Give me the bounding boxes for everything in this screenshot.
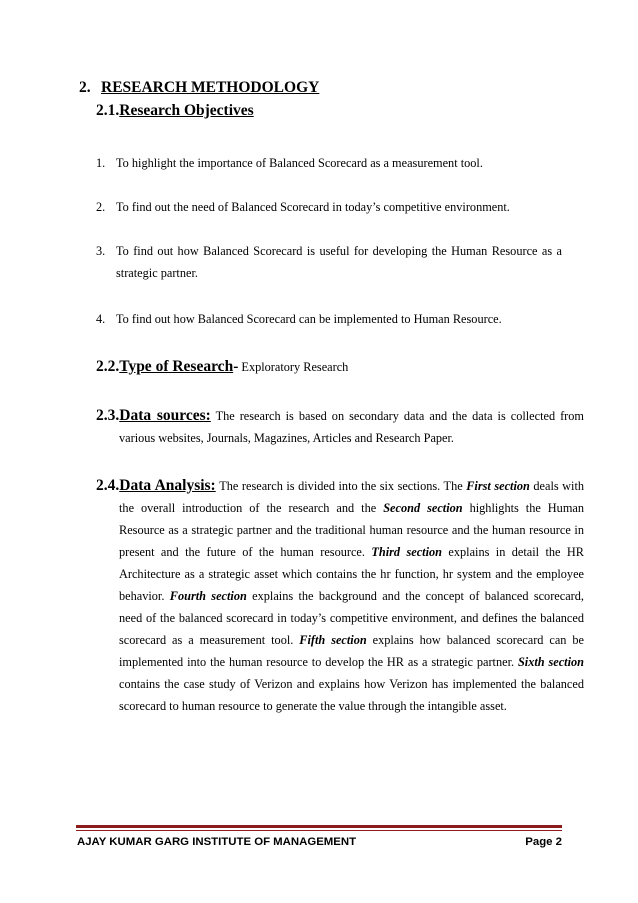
text-run: highlights the Human Resource as a strategic partner and the traditional human resource and the human resource in present and the future of the human resource. [119,501,584,559]
objective-text: To find out how Balanced Scorecard can be implemented to Human Resource. [116,312,502,326]
data-sources-number: 2.3. [96,407,120,424]
objective-item [96,240,562,284]
objective-text: To find out how Balanced Scorecard is useful for developing the Human Resource as a strategic partner. [116,244,562,280]
objective-number: 4. [96,312,106,326]
objective-item [96,308,536,330]
data-analysis-title: Data Analysis: [119,477,216,494]
objective-item [96,152,536,174]
type-of-research-title: Type of Research [119,358,234,375]
text-run: explains in detail the HR Architecture as a strategic asset which contains the hr function, hr system and the employee behavior. [119,545,584,603]
data-sources-text: The research is based on secondary data and the data is collected from various websites, Journals, Magazines, Articles and Research Paper. [119,409,584,445]
objective-item [96,196,536,218]
section-title: RESEARCH METHODOLOGY [101,79,320,96]
data-sources-title: Data sources: [119,407,211,424]
objectives-heading [96,102,254,120]
text-run: The research is divided into the six sections. The [219,479,467,493]
section-number: 2. [79,79,91,96]
data-analysis-number: 2.4. [96,477,120,494]
type-of-research-number: 2.2. [96,358,120,375]
emphasis-fourth-section: Fourth section [169,589,247,603]
objectives-number: 2.1. [96,102,120,119]
type-of-research-separator: - [233,358,239,375]
text-run: explains how balanced scorecard can be implemented into the human resource to develop the HR as a strategic partner. [119,633,584,669]
objective-number: 2. [96,200,106,214]
text-run: explains the background and the concept of balanced scorecard, need of the balanced scorecard in today’s competitive environment, and defines the balanced scorecard as a measurement tool. [119,589,584,647]
emphasis-second-section: Second section [383,501,463,515]
objective-number: 1. [96,156,106,170]
section-heading [79,79,319,97]
type-of-research [96,356,561,378]
objective-text: To highlight the importance of Balanced Scorecard as a measurement tool. [116,156,483,170]
footer-rule-thin [76,830,562,831]
emphasis-third-section: Third section [371,545,442,559]
emphasis-sixth-section: Sixth section [517,655,584,669]
objective-text: To find out the need of Balanced Scorecard in today’s competitive environment. [116,200,510,214]
objectives-title: Research Objectives [119,102,254,119]
data-sources-heading [96,407,211,424]
type-of-research-value: Exploratory Research [238,360,349,374]
footer-institution: AJAY KUMAR GARG INSTITUTE OF MANAGEMENT [77,836,357,848]
footer-rule-thick [76,825,562,828]
data-analysis [96,475,584,717]
text-run: deals with the overall introduction of the research and the [119,479,585,515]
data-analysis-heading [96,477,216,494]
data-sources [96,405,584,449]
type-of-research-heading [96,358,238,375]
text-run: contains the case study of Verizon and explains how Verizon has implemented the balanced scorecard to human resource to generate the value through the intangible asset. [119,677,584,713]
emphasis-fifth-section: Fifth section [299,633,367,647]
objective-number: 3. [96,244,106,258]
emphasis-first-section: First section [466,479,530,493]
data-analysis-text [119,479,584,713]
footer-page-number: Page 2 [525,836,562,848]
